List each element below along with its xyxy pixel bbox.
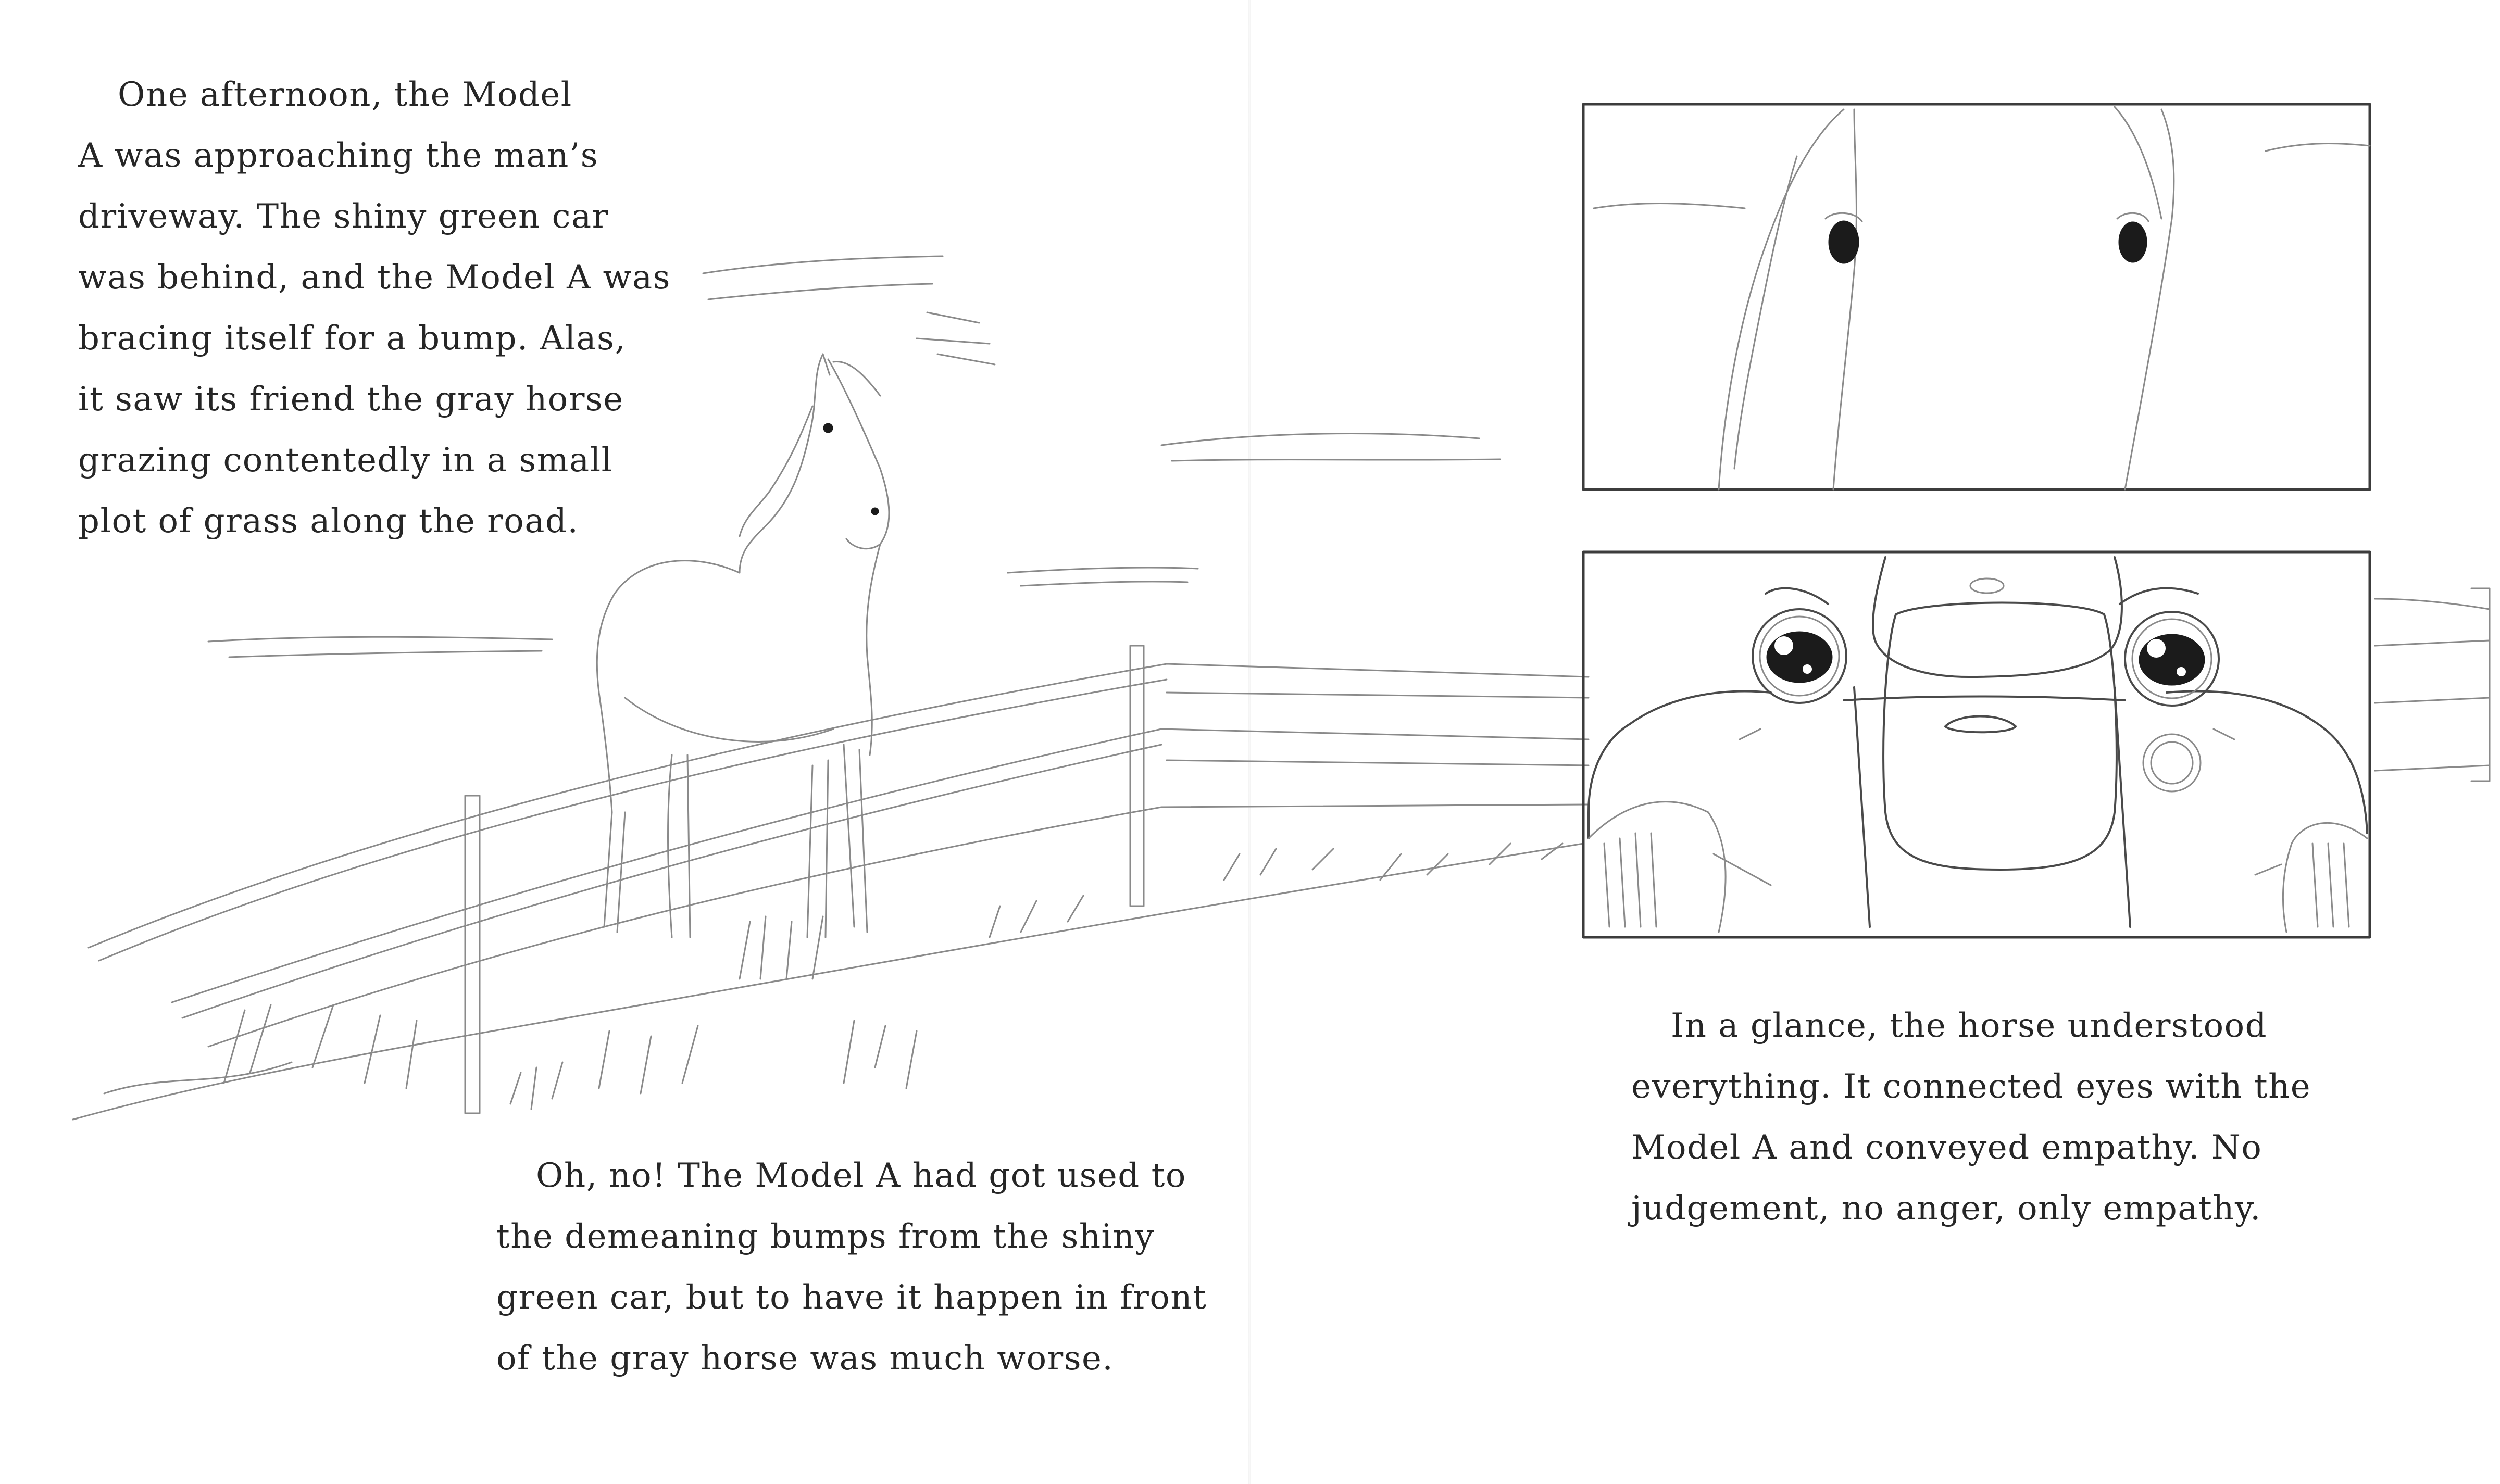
story-paragraph-top-left: [78, 65, 671, 552]
story-paragraph-right: [1631, 996, 2311, 1239]
text-line: bracing itself for a bump. Alas,: [78, 319, 627, 358]
horse-face-closeup-icon: [1583, 104, 2370, 489]
text-line: of the gray horse was much worse.: [496, 1339, 1114, 1378]
text-line: it saw its friend the gray horse: [78, 380, 624, 419]
text-line: grazing contentedly in a small: [78, 441, 613, 480]
text-line: everything. It connected eyes with the: [1631, 1067, 2311, 1106]
text-line: A was approaching the man’s: [78, 136, 599, 175]
text-line: One afternoon, the Model: [118, 76, 572, 114]
text-line: green car, but to have it happen in front: [496, 1278, 1207, 1317]
text-line: judgement, no anger, only empathy.: [1631, 1189, 2261, 1228]
text-line: driveway. The shiny green car: [78, 197, 609, 236]
text-line: Model A and conveyed empathy. No: [1631, 1128, 2262, 1167]
text-line: Oh, no! The Model A had got used to: [536, 1156, 1186, 1195]
text-line: the demeaning bumps from the shiny: [496, 1217, 1155, 1256]
story-paragraph-bottom-left: [496, 1146, 1207, 1389]
text-line: was behind, and the Model A was: [78, 258, 671, 297]
text-line: plot of grass along the road.: [78, 502, 579, 540]
text-line: In a glance, the horse understood: [1671, 1007, 2268, 1045]
model-a-car-front-sad-eyes-icon: [1583, 552, 2490, 937]
